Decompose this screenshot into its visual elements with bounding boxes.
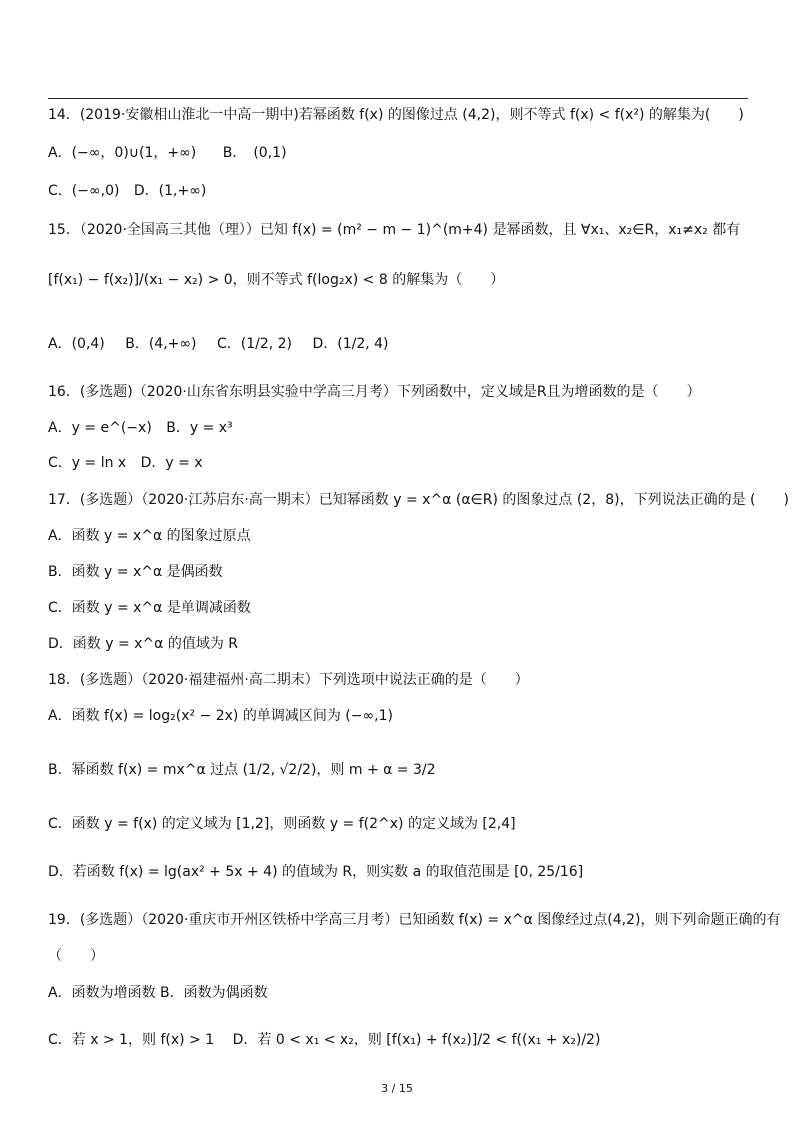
q15-stem-2: [f(x₁) − f(x₂)]/(x₁ − x₂) > 0，则不等式 f(log₂x) < 8 的解集为（ ） <box>48 272 505 288</box>
q16-option-d: D．y = x <box>140 455 203 471</box>
q19-stem-1: 19．(多选题）（2020·重庆市开州区铁桥中学高三月考）已知函数 f(x) = x^α 图像经过点(4,2)，则下列命题正确的有 <box>48 912 781 928</box>
q16-option-c: C．y = ln x <box>48 455 127 471</box>
q16-options-ab <box>48 418 233 438</box>
q14-stem: 14．(2019·安徽相山淮北一中高一期中)若幂函数 f(x) 的图像过点 (4,2)，则不等式 f(x) < f(x²) 的解集为( ) <box>48 107 744 123</box>
q17-option-c: C．函数 y = x^α 是单调减函数 <box>48 600 251 616</box>
q18-option-c: C．函数 y = f(x) 的定义域为 [1,2]，则函数 y = f(2^x) 的定义域为 [2,4] <box>48 816 516 832</box>
q17-option-b: B．函数 y = x^α 是偶函数 <box>48 564 223 580</box>
q19-options-cd <box>48 1030 600 1050</box>
q17-option-a: A．函数 y = x^α 的图象过原点 <box>48 528 251 544</box>
q16-stem: 16．(多选题)（2020·山东省东明县实验中学高三月考）下列函数中，定义域是R且为增函数的是（ ） <box>48 384 701 400</box>
q18-option-d: D．若函数 f(x) = lg(ax² + 5x + 4) 的值域为 R，则实数 a 的取值范围是 [0, 25/16] <box>48 864 584 880</box>
header-rule <box>48 98 748 99</box>
q18-option-a: A．函数 f(x) = log₂(x² − 2x) 的单调减区间为 (−∞,1) <box>48 708 393 724</box>
q18-stem: 18．(多选题）（2020·福建福州·高二期末）下列选项中说法正确的是（ ） <box>48 672 529 688</box>
q19-stem-2: （ ） <box>48 948 104 964</box>
q15-option-c: C．(1/2, 2) <box>216 336 292 352</box>
q14-options-ab <box>48 143 287 163</box>
q14-option-b: B． (0,1) <box>222 145 287 161</box>
page-number: 3 / 15 <box>381 1082 413 1095</box>
q14-option-c: C．(−∞,0) <box>48 183 120 199</box>
q14-options-cd <box>48 181 206 201</box>
q15-options <box>48 334 389 354</box>
q14-option-a: A．(−∞，0)∪(1，+∞) <box>48 145 197 161</box>
q15-option-b: B．(4,+∞) <box>125 336 197 352</box>
q19-option-d: D．若 0 < x₁ < x₂，则 [f(x₁) + f(x₂)]/2 < f((x₁ + x₂)/2) <box>232 1032 601 1048</box>
q15-stem-1: 15．（2020·全国高三其他（理））已知 f(x) = (m² − m − 1)^(m+4) 是幂函数，且 ∀x₁、x₂∈R，x₁≠x₂ 都有 <box>48 222 741 238</box>
q17-option-d: D．函数 y = x^α 的值域为 R <box>48 636 239 652</box>
q15-option-a: A．(0,4) <box>48 336 105 352</box>
q19-option-c: C．若 x > 1，则 f(x) > 1 <box>48 1032 215 1048</box>
q16-option-a: A．y = e^(−x) <box>48 420 152 436</box>
q16-option-b: B．y = x³ <box>166 420 233 436</box>
q16-options-cd <box>48 453 203 473</box>
q17-stem: 17．(多选题）（2020·江苏启东·高一期末）已知幂函数 y = x^α (α∈R) 的图象过点 (2，8)，下列说法正确的是 ( ) <box>48 492 789 508</box>
q15-option-d: D．(1/2, 4) <box>312 336 389 352</box>
q14-option-d: D．(1,+∞) <box>133 183 207 199</box>
q18-option-b: B．幂函数 f(x) = mx^α 过点 (1/2, √2/2)，则 m + α = 3/2 <box>48 762 436 778</box>
q19-options-ab: A．函数为增函数 B．函数为偶函数 <box>48 985 268 1001</box>
